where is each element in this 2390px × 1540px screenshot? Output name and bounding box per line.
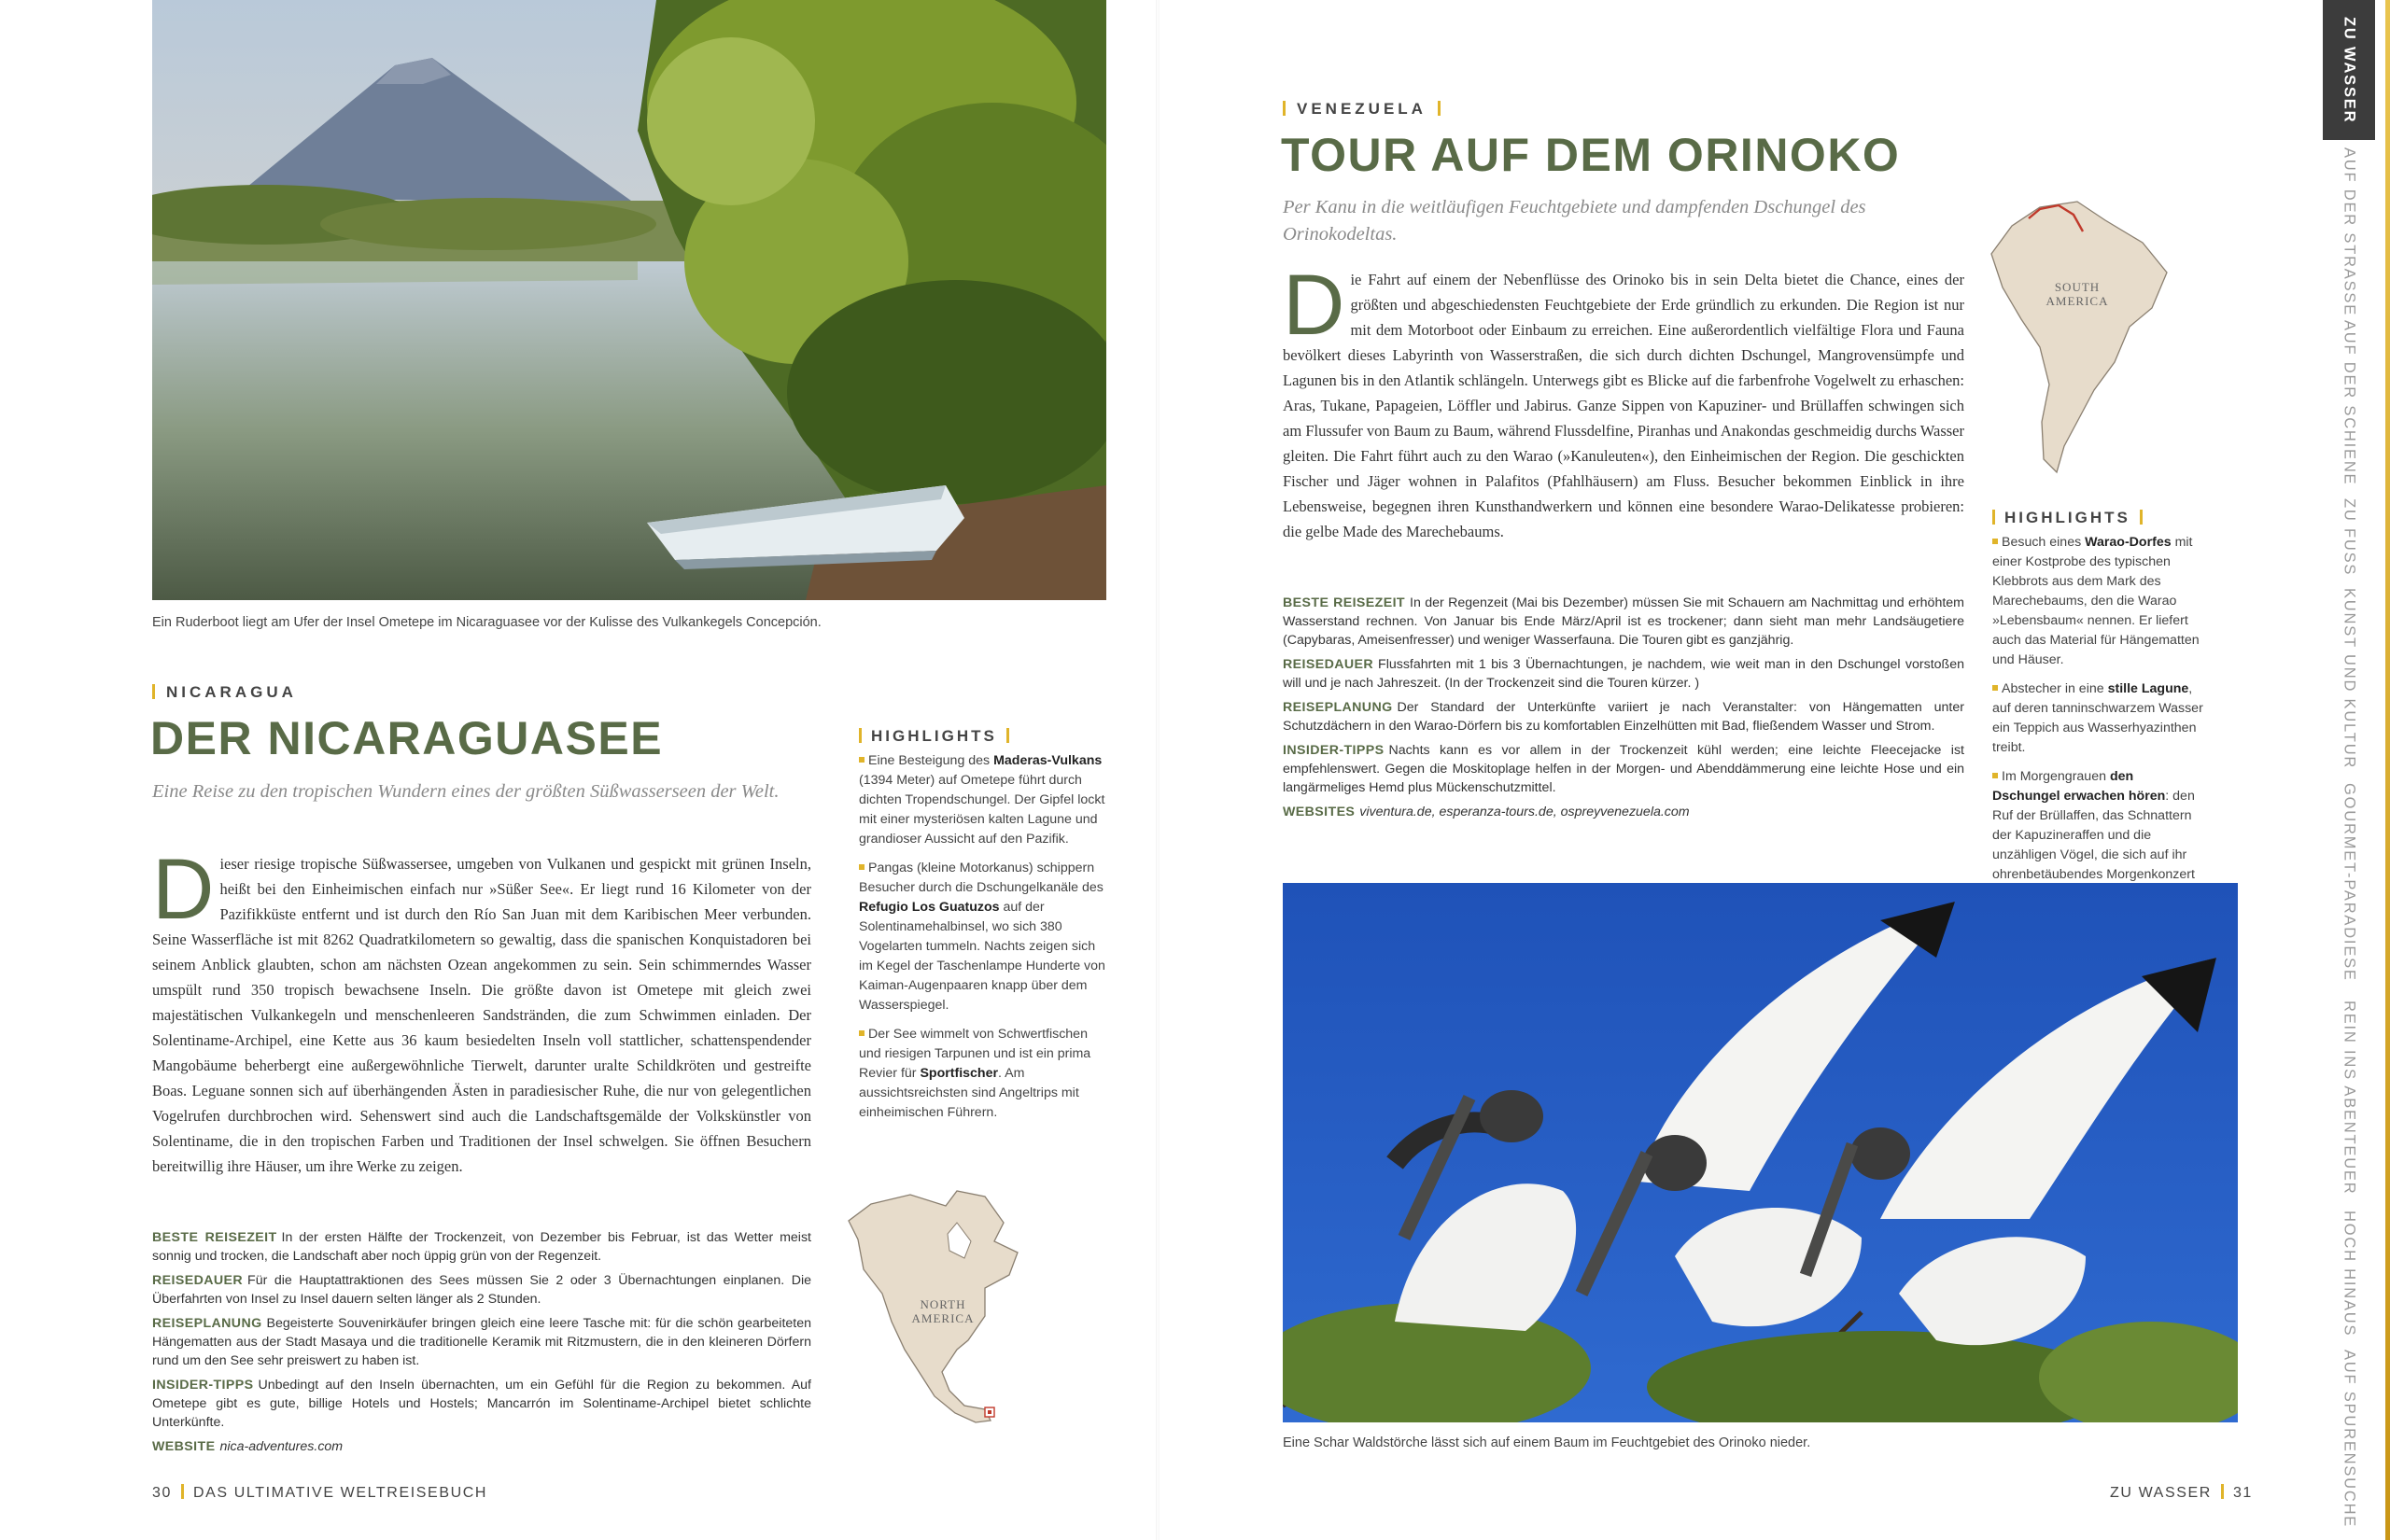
highlights-heading: HIGHLIGHTS <box>859 726 1109 746</box>
kicker-bar <box>1283 101 1286 116</box>
article-body-nicaragua: Dieser riesige tropische Süßwassersee, umgeben von Vulkanen und gespickt mit grünen Inseln, heißt bei den Einheimischen einfach nur »Süßer See«. Er liegt rund 16 Kilometer von der Pazifikküste entfernt und ist durch den Río San Juan mit dem Karibischen Meer verbunden. Seine Wasserfläche ist mit 8262 Quadratkilometern so gewaltig, dass die spanischen Konquistadoren bei seinem Anblick glaubten, schon am nächsten Ozean angekommen zu sein. Sein schimmerndes Wasser umspült rund 350 tropisch bewachsene Inseln. Die größte davon ist Ometepe mit gleich zwei majestätischen Vulkankegeln und menschenleeren Sandstränden, die zum Schwimmen einladen. Der Solentiname-Archipel, eine Kette aus 36 kaum besiedelten Inseln voll stattlicher, schattenspendender Mangobäume beherbergt eine außergewöhnliche Tierwelt, darunter uralte Schildkröten und gestreifte Boas. Leguane sonnen sich auf überhängenden Ästen in paradiesischer Ruhe, die nur von gelegentlichen Vogelrufen durchbrochen wird. Sehenswert sind auch die Landschaftsgemälde der Volkskünstler von Solentiname, die in den tropischen Farben und Traditionen der Insel schwelgen. Sie öffnen Besuchern bereitwillig ihre Häuser, um ihre Werke zu zeigen. <box>152 842 811 1175</box>
article-lead-nicaragua: Eine Reise zu den tropischen Wundern eines der größten Süßwasserseen der Welt. <box>152 781 780 802</box>
article-body-orinoko: Die Fahrt auf einem der Nebenflüsse des Orinoko bis in sein Delta bietet die Chance, eines der größten und abgeschiedensten Feuchtgebiete der Erde gründlich zu erkunden. Die Region ist nur mit dem Motorboot oder Einbaum zu erreichen. Eine außerordentlich vielfältige Flora und Fauna bevölkert dieses Labyrinth von Wasserstraßen, die sich durch dichten Dschungel, Mangrovensümpfe und Lagunen bis in den Atlantik schlängeln. Unterwegs gibt es Blicke auf die farbenfrohe Vogelwelt zu erhaschen: Aras, Tukane, Papageien, Löffler und Jabirus. Ganze Sippen von Kapuziner- und Brüllaffen schwingen sich am Flussufer von Baum zu Baum, während Flussdelfine, Piranhas und Anakondas geschmeidig durchs Wasser gleiten. Die Fahrt führt auch zu den Warao (»Kanuleuten«), den Einheimischen der Region. Die geschickten Fischer und Jäger wohnen in Palafitos (Pfahlhäusern) am Fluss. Besucher bekommen Einblick in ihre Lebensweise, begegnen ihren Kunsthandwerkern und können eine besondere Warao-Delikatesse probieren: die gelbe Made des Marechebaums. <box>1283 258 1964 540</box>
tab-hoch-hinaus[interactable]: HOCH HINAUS <box>2341 1211 2358 1337</box>
fact-websites: WEBSITES viventura.de, esperanza-tours.de, ospreyvenezuela.com <box>1283 805 1690 819</box>
highlights-heading: HIGHLIGHTS <box>1992 508 2203 527</box>
kicker-bar <box>152 684 155 699</box>
tab-auf-der-strasse[interactable]: AUF DER STRASSE <box>2341 147 2358 317</box>
south-america-map <box>1984 198 2171 478</box>
fact-duration: REISEDAUER Für die Hauptattraktionen des Sees müssen Sie 2 oder 3 Übernachtungen einplanen. Die Überfahrten von Insel zu Insel dauern selten länger als 2 Stunden. <box>152 1273 811 1307</box>
bullet-icon <box>859 1030 865 1036</box>
kicker-bar <box>1438 101 1441 116</box>
fact-planning: REISEPLANUNG Der Standard der Unterkünfte variiert je nach Veranstalter: von Hängematten unter Schutzdächern in den Warao-Dörfern bis zu komfortablen Einzelhütten mit Bad, fließendem Wasser und Strom. <box>1283 700 1964 734</box>
page-number-right: 31 <box>2232 1485 2253 1501</box>
tabs-accent-stripe <box>2385 0 2390 1540</box>
highlight-item: Abstecher in eine stille Lagune, auf deren tanninschwarzem Wasser ein Teppich aus Wasserhyazinthen treibt. <box>1992 681 2203 755</box>
fact-best-time: BESTE REISEZEIT In der Regenzeit (Mai bis Dezember) müssen Sie mit Schauern am Nachmittag und erhöhtem Wasserstand rechnen. Von Januar bis Ende März/April ist es trockener; dann sieht man mehr Landsäugetiere (Capybaras, Ameisenfresser) und weniger Wasserfauna. Die Touren gibt es ganzjährig. <box>1283 595 1964 648</box>
tab-auf-spurensuche[interactable]: AUF SPURENSUCHE <box>2341 1350 2358 1529</box>
fact-duration: REISEDAUER Flussfahrten mit 1 bis 3 Übernachtungen, je nachdem, wie weit man in den Dschungel vorstoßen will und je nach Jahreszeit. (In der Trockenzeit sind die Touren kürzer. ) <box>1283 657 1964 691</box>
highlight-item: Der See wimmelt von Schwertfischen und riesigen Tarpunen und ist ein prima Revier für Sportfischer. Am aussichtsreichsten sind Angeltrips mit einheimischen Führern. <box>859 1027 1091 1120</box>
bullet-icon <box>1992 773 1998 778</box>
highlight-item: Im Morgengrauen den Dschungel erwachen hören: den Ruf der Brüllaffen, das Schnattern der Kapuzineraffen und die unzähligen Vögel, die sich auf ihr ohrenbetäubendes Morgenkonzert <box>1992 769 2195 882</box>
north-america-map <box>845 1185 1032 1428</box>
lake-photo-caption: Ein Ruderboot liegt am Ufer der Insel Ometepe im Nicaraguasee vor der Kulisse des Vulkankegels Concepción. <box>152 615 822 630</box>
storks-photo <box>1283 883 2238 1422</box>
dropcap: D <box>1283 258 1345 353</box>
highlight-item: Pangas (kleine Motorkanus) schippern Besucher durch die Dschungelkanäle des Refugio Los Guatuzos auf der Solentinamehalbinsel, wo sich 380 Vogelarten tummeln. Nachts zeigen sich im Kegel der Taschenlampe Hunderte von Kaiman-Augenpaaren knapp über dem Wasserspiegel. <box>859 861 1105 1013</box>
tab-gourmet-paradiese[interactable]: GOURMET-PARADIESE <box>2341 782 2358 982</box>
website-link[interactable]: nica-adventures.com <box>219 1439 344 1454</box>
right-page <box>1158 0 2390 1540</box>
travel-facts-orinoko <box>1283 594 1964 827</box>
storks-photo-caption: Eine Schar Waldstörche lässt sich auf einem Baum im Feuchtgebiet des Orinoko nieder. <box>1283 1435 1811 1450</box>
south-america-map-icon <box>1984 198 2171 478</box>
bullet-icon <box>1992 685 1998 691</box>
left-page <box>0 0 1158 1540</box>
websites-links[interactable]: viventura.de, esperanza-tours.de, ospreyvenezuela.com <box>1359 805 1690 819</box>
tab-auf-der-schiene[interactable]: AUF DER SCHIENE <box>2341 320 2358 486</box>
region-kicker-venezuela: VENEZUELA <box>1283 100 1452 119</box>
tab-zu-wasser[interactable]: ZU WASSER <box>2323 0 2375 140</box>
footer-left <box>152 1484 487 1502</box>
fact-planning: REISEPLANUNG Begeisterte Souvenirkäufer bringen gleich eine leere Tasche mit: für die schön gearbeiteten Hängematten aus der Stadt Masaya und die traditionelle Keramik mit Ritzmustern, die in den kleineren Dörfern rund um den See sehr preiswert zu haben ist. <box>152 1316 811 1368</box>
article-title-orinoko: TOUR AUF DEM ORINOKO <box>1281 129 1901 181</box>
highlight-item: Eine Besteigung des Maderas-Vulkans (1394 Meter) auf Ometepe führt durch dichten Tropendschungel. Der Gipfel lockt mit einer mysteriösen kalten Lagune und grandioser Aussicht auf den Pazifik. <box>859 753 1105 847</box>
tab-zu-fuss[interactable]: ZU FUSS <box>2341 498 2358 577</box>
fact-insider-tips: INSIDER-TIPPS Nachts kann es vor allem in der Trockenzeit kühl werden; eine leichte Fleecejacke ist empfehlenswert. Gegen die Moskitoplage helfen in der Morgen- und Abenddämmerung eine leichte Hose und ein langärmeliges Hemd plus Mückenschutzmittel. <box>1283 743 1964 795</box>
highlight-item: Besuch eines Warao-Dorfes mit einer Kostprobe des typischen Klebbrots aus dem Mark des Marechebaums, den die Warao »Lebensbaum« nennen. Er liefert auch das Material für Hängematten und Häuser. <box>1992 535 2200 667</box>
footer-right <box>2110 1484 2253 1502</box>
fact-insider-tips: INSIDER-TIPPS Unbedingt auf den Inseln übernachten, um ein Gefühl für die Region zu bekommen. Auf Ometepe gibt es gute, billige Hotels und Hostels; Mancarrón im Solentiname-Archipel bietet schlichte Unterkünfte. <box>152 1378 811 1430</box>
article-lead-orinoko: Per Kanu in die weitläufigen Feuchtgebiete und dampfenden Dschungel des Orinokodeltas. <box>1283 197 1866 245</box>
bullet-icon <box>859 864 865 870</box>
footer-section: ZU WASSER <box>2110 1485 2212 1501</box>
bullet-icon <box>859 757 865 763</box>
chapter-tabs <box>2323 0 2390 1540</box>
highlights-orinoko <box>1992 508 2203 914</box>
tab-rein-ins-abenteuer[interactable]: REIN INS ABENTEUER <box>2341 1000 2358 1196</box>
lake-photo <box>152 0 1106 600</box>
fact-best-time: BESTE REISEZEIT In der ersten Hälfte der Trockenzeit, von Dezember bis Februar, ist das Wetter meist sonnig und trocken, die Landschaft aber noch üppig grün von der Regenzeit. <box>152 1230 811 1264</box>
book-title: DAS ULTIMATIVE WELTREISEBUCH <box>193 1485 488 1501</box>
map-label-north-america: NORTH AMERICA <box>911 1297 975 1325</box>
highlights-nicaragua <box>859 726 1109 1132</box>
travel-facts-nicaragua <box>152 1228 811 1462</box>
article-title-nicaragua: DER NICARAGUASEE <box>150 712 664 764</box>
map-label-south-america: SOUTH AMERICA <box>2046 280 2109 308</box>
bullet-icon <box>1992 539 1998 544</box>
tab-kunst-und-kultur[interactable]: KUNST UND KULTUR <box>2341 587 2358 770</box>
dropcap: D <box>152 842 215 937</box>
region-kicker-nicaragua: NICARAGUA <box>152 683 297 702</box>
page-number-left: 30 <box>152 1485 172 1501</box>
fact-website: WEBSITE nica-adventures.com <box>152 1439 344 1454</box>
